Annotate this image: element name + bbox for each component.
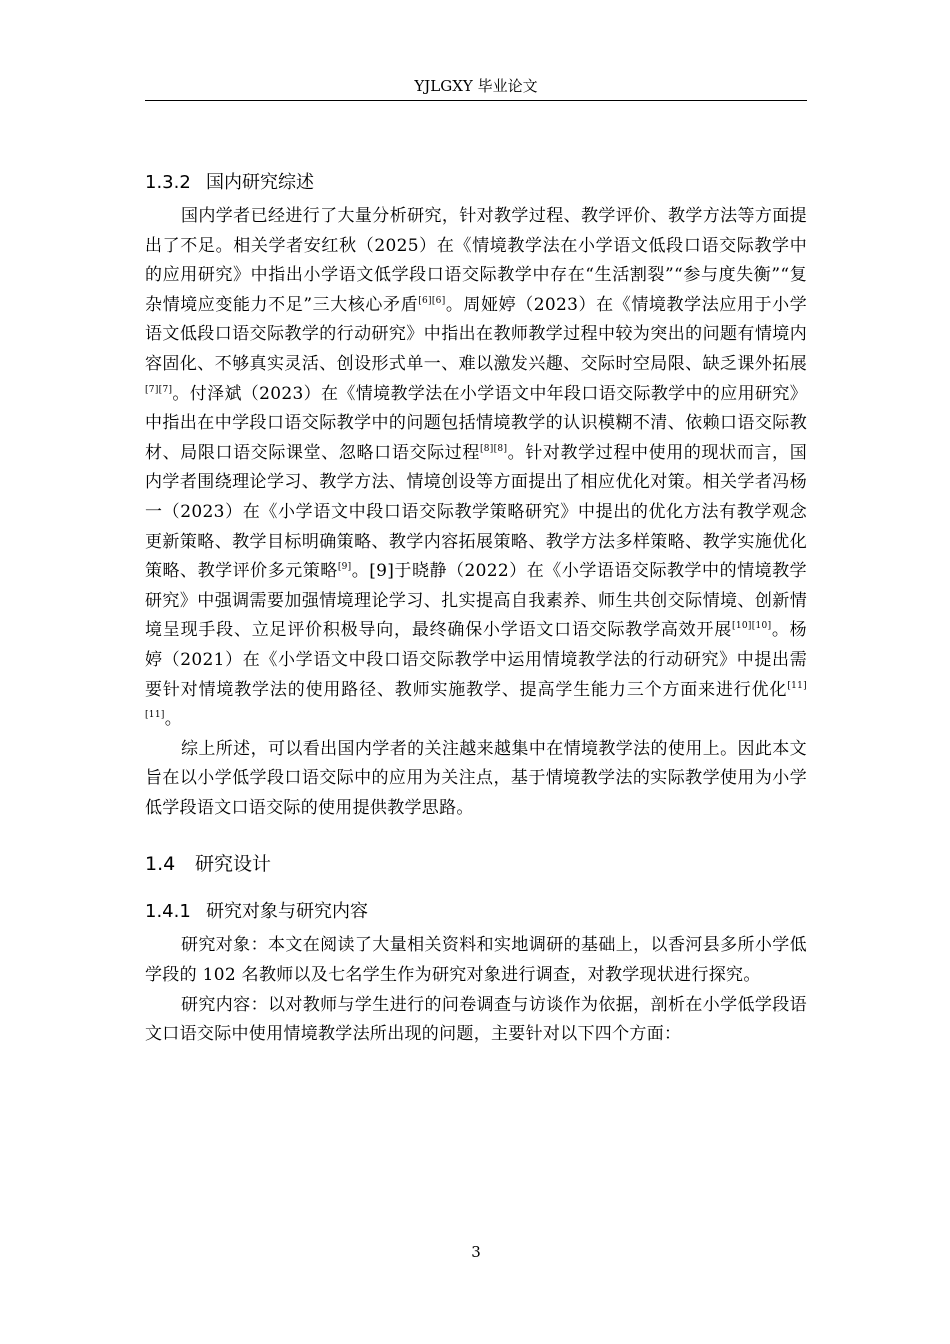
citation: [9] (337, 562, 352, 573)
text-segment: 。[9]于晓静（2022）在《小学语语交际教学中的情境教学研究》中强调需要加强情境理论学习、扎实提高自我素养、师生共创交际情境、创新情境呈现手段、立足评价积极导向，最终确保小学语文口语交际教学高效开展 (145, 561, 807, 641)
heading-title: 研究对象与研究内容 (206, 901, 368, 923)
paragraph-summary: 综上所述，可以看出国内学者的关注越来越集中在情境教学法的使用上。因此本文旨在以小学低学段口语交际中的应用为关注点，基于情境教学法的实际教学使用为小学低学段语文口语交际的使用提供教学思路。 (145, 738, 807, 818)
page-content (145, 166, 807, 1050)
citation: [10][10] (732, 621, 772, 632)
paragraph-research-subjects: 研究对象：本文在阅读了大量相关资料和实地调研的基础上，以香河县多所小学低学段的 102 名教师以及七名学生作为研究对象进行调查，对教学现状进行探究。 (145, 935, 807, 986)
citation: [7][7] (145, 384, 173, 395)
heading-1-3-2 (145, 166, 807, 200)
text-segment: 。周娅婷（2023）在《情境教学法应用于小学语文低段口语交际教学的行动研究》中指出在教师教学过程中较为突出的问题有情境内容固化、不够真实灵活、创设形式单一、难以激发兴趣、交际时空局限、缺乏课外拓展 (145, 294, 807, 374)
text-segment: 。针对教学过程中使用的现状而言，国内学者围绕理论学习、教学方法、情境创设等方面提出了相应优化对策。相关学者冯杨一（2023）在《小学语文中段口语交际教学策略研究》中提出的优化方法有教学观念更新策略、教学目标明确策略、教学内容拓展策略、教学方法多样策略、教学实施优化策略、教学评价多元策略 (145, 442, 807, 582)
header-rule (145, 100, 807, 101)
heading-title: 国内研究综述 (206, 172, 314, 193)
heading-number: 1.4.1 (145, 901, 191, 923)
text-segment: 。付泽斌（2023）在《情境教学法在小学语文中年段口语交际教学中的应用研究》中指出在中学段口语交际教学中的问题包括情境教学的认识模糊不清、依赖口语交际教材、局限口语交际课堂、忽略口语交际过程 (145, 383, 807, 463)
paragraph-research-content: 研究内容：以对教师与学生进行的问卷调查与访谈作为依据，剖析在小学低学段语文口语交际中使用情境教学法所出现的问题，主要针对以下四个方面： (145, 994, 807, 1045)
page-number: 3 (471, 1243, 481, 1261)
text-segment: 。杨婷（2021）在《小学语文中段口语交际教学中运用情境教学法的行动研究》中提出需要针对情境教学法的使用路径、教师实施教学、提高学生能力三个方面来进行优化 (145, 620, 807, 700)
paragraph-domestic-review (145, 202, 807, 735)
text-segment: 国内学者已经进行了大量分析研究，针对教学过程、教学评价、教学方法等方面提出了不足。相关学者安红秋（2025）在《情境教学法在小学语文低段口语交际教学中的应用研究》中指出小学语文低学段口语交际教学中存在“生活割裂”“参与度失衡”“复杂情境应变能力不足”三大核心矛盾 (145, 206, 807, 315)
heading-1-4-1 (145, 895, 807, 929)
citation: [11][11] (145, 680, 807, 721)
citation: [6][6] (418, 295, 446, 306)
text-segment: 。 (164, 709, 182, 730)
heading-number: 1.3.2 (145, 172, 191, 193)
heading-1-4 (145, 847, 807, 881)
heading-title: 研究设计 (195, 853, 272, 876)
citation: [8][8] (479, 443, 508, 454)
heading-number: 1.4 (145, 853, 176, 876)
page-header: YJLGXY 毕业论文 (414, 77, 538, 95)
